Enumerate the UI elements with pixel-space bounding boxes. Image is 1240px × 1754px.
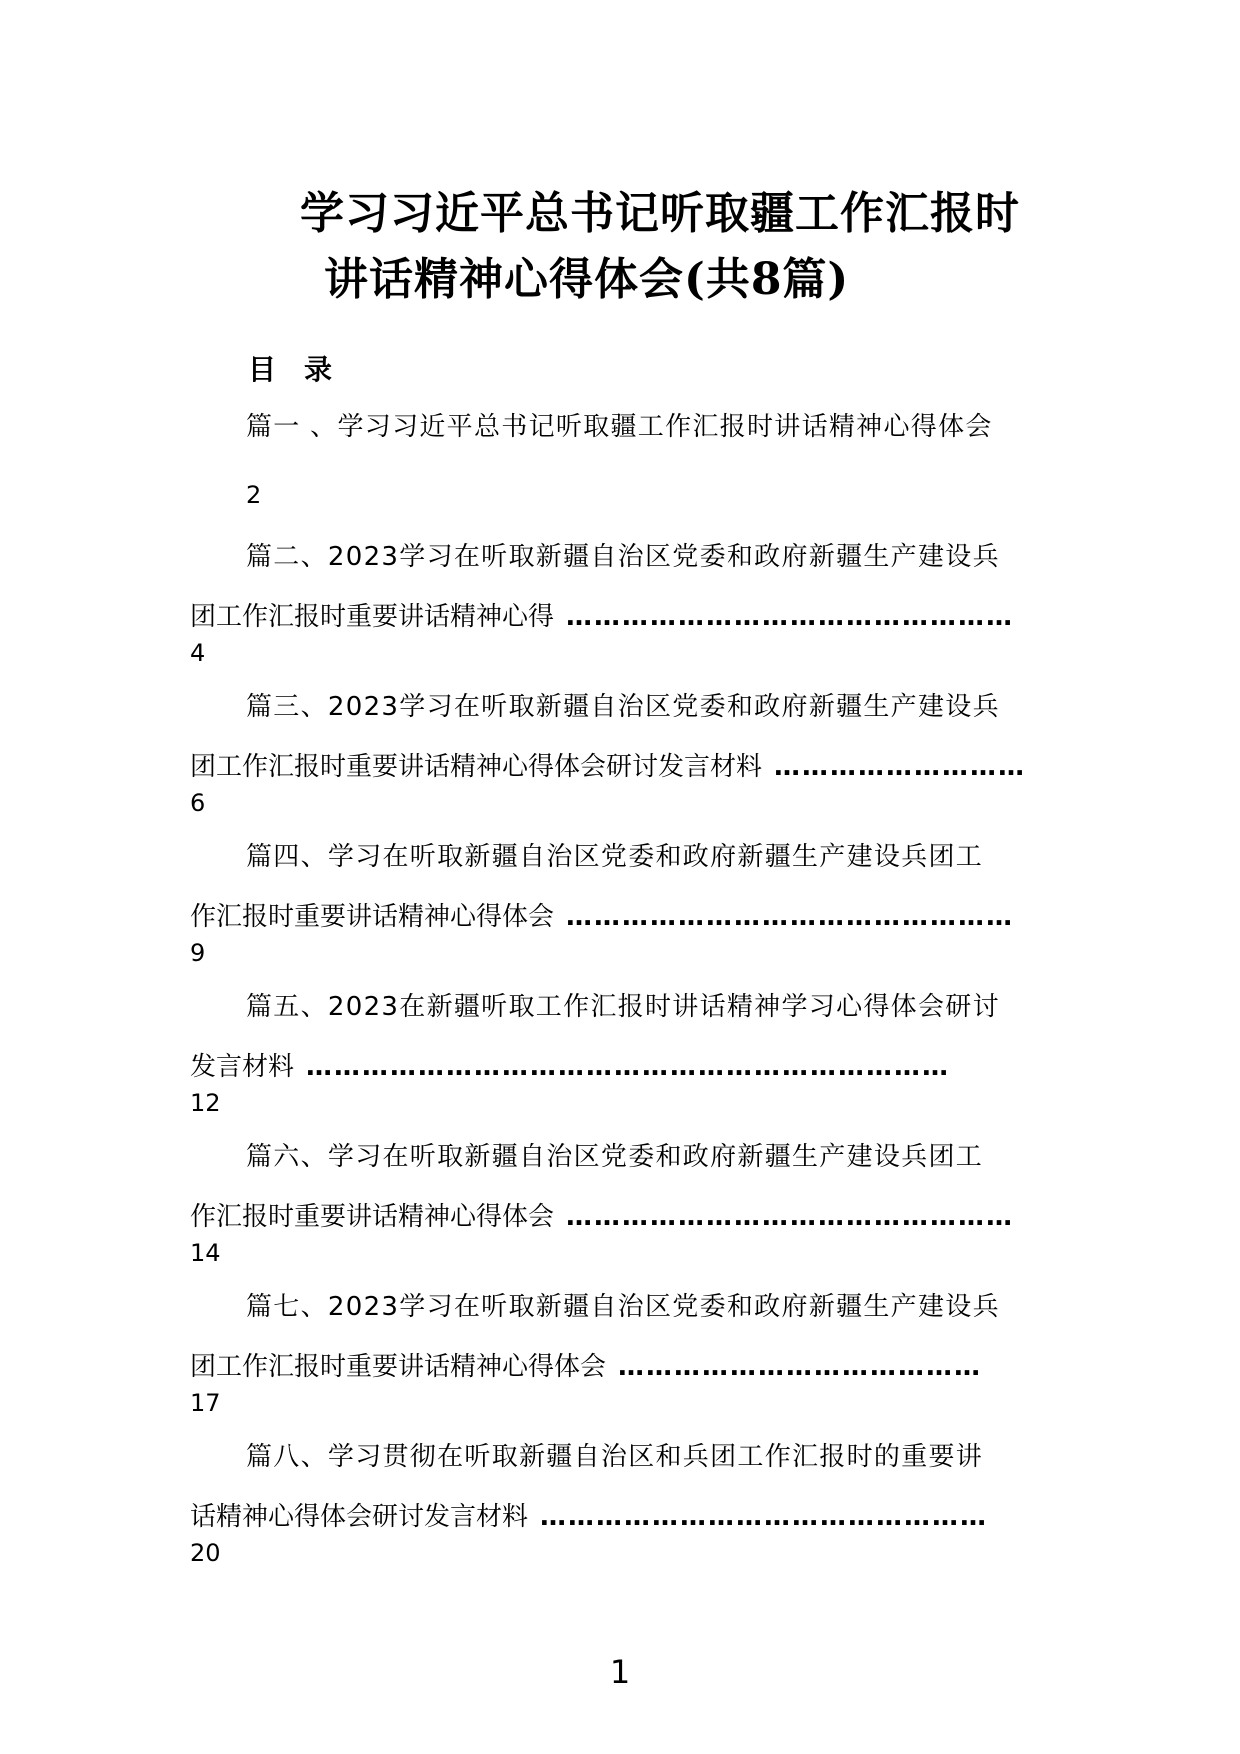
toc-entry-2-text: 团工作汇报时重要讲话精神心得 <box>190 602 555 632</box>
toc-entry-2-title-line1[interactable]: 篇二、2023学习在听取新疆自治区党委和政府新疆生产建设兵 <box>246 542 1000 572</box>
toc-entry-7-page: 17 <box>190 1389 221 1417</box>
document-title-line-2: 讲话精神心得体会(共8篇) <box>324 254 850 305</box>
toc-entry-6-text: 作汇报时重要讲话精神心得体会 <box>190 1202 555 1232</box>
page-number: 1 <box>609 1653 631 1691</box>
toc-leader-dots: ………………………………………… <box>566 1202 1015 1232</box>
toc-leader-dots: ………………………………………… <box>566 602 1015 632</box>
toc-entry-7-text: 团工作汇报时重要讲话精神心得体会 <box>190 1352 607 1382</box>
toc-entry-8-title-line1[interactable]: 篇八、学习贯彻在听取新疆自治区和兵团工作汇报时的重要讲 <box>246 1442 984 1472</box>
toc-entry-4-title-line2[interactable] <box>190 900 1014 934</box>
toc-entry-7-title-line1[interactable]: 篇七、2023学习在听取新疆自治区党委和政府新疆生产建设兵 <box>246 1292 1000 1322</box>
toc-entry-5-page: 12 <box>190 1089 221 1117</box>
toc-entry-4-title-line1[interactable]: 篇四、学习在听取新疆自治区党委和政府新疆生产建设兵团工 <box>246 842 984 872</box>
toc-leader-dots: …………………………………………………………… <box>306 1052 951 1082</box>
document-title-line-1: 学习习近平总书记听取疆工作汇报时 <box>300 188 1020 239</box>
toc-leader-dots: ………………………………… <box>618 1352 983 1382</box>
toc-entry-1-title[interactable]: 篇一 、学习习近平总书记听取疆工作汇报时讲话精神心得体会 <box>246 412 993 442</box>
toc-entry-8-page: 20 <box>190 1539 221 1567</box>
toc-heading: 目 录 <box>248 353 333 386</box>
toc-entry-4-page: 9 <box>190 939 206 967</box>
toc-entry-2-page: 4 <box>190 639 206 667</box>
toc-leader-dots: ………………………………………… <box>540 1502 989 1532</box>
toc-entry-3-text: 团工作汇报时重要讲话精神心得体会研讨发言材料 <box>190 752 763 782</box>
toc-entry-3-page: 6 <box>190 789 206 817</box>
toc-entry-4-text: 作汇报时重要讲话精神心得体会 <box>190 902 555 932</box>
toc-entry-1-page: 2 <box>246 481 262 509</box>
toc-leader-dots: ……………………… <box>774 752 1027 782</box>
toc-entry-8-text: 话精神心得体会研讨发言材料 <box>190 1502 529 1532</box>
toc-entry-5-title-line2[interactable] <box>190 1050 950 1084</box>
toc-entry-5-text: 发言材料 <box>190 1052 295 1082</box>
toc-entry-3-title-line2[interactable] <box>190 750 1026 784</box>
toc-leader-dots: ………………………………………… <box>566 902 1015 932</box>
toc-entry-3-title-line1[interactable]: 篇三、2023学习在听取新疆自治区党委和政府新疆生产建设兵 <box>246 692 1000 722</box>
toc-entry-8-title-line2[interactable] <box>190 1500 988 1534</box>
toc-entry-2-title-line2[interactable] <box>190 600 1014 634</box>
toc-entry-6-title-line2[interactable] <box>190 1200 1014 1234</box>
toc-entry-6-title-line1[interactable]: 篇六、学习在听取新疆自治区党委和政府新疆生产建设兵团工 <box>246 1142 984 1172</box>
toc-entry-7-title-line2[interactable] <box>190 1350 982 1384</box>
toc-entry-5-title-line1[interactable]: 篇五、2023在新疆听取工作汇报时讲话精神学习心得体会研讨 <box>246 992 1000 1022</box>
toc-entry-6-page: 14 <box>190 1239 221 1267</box>
